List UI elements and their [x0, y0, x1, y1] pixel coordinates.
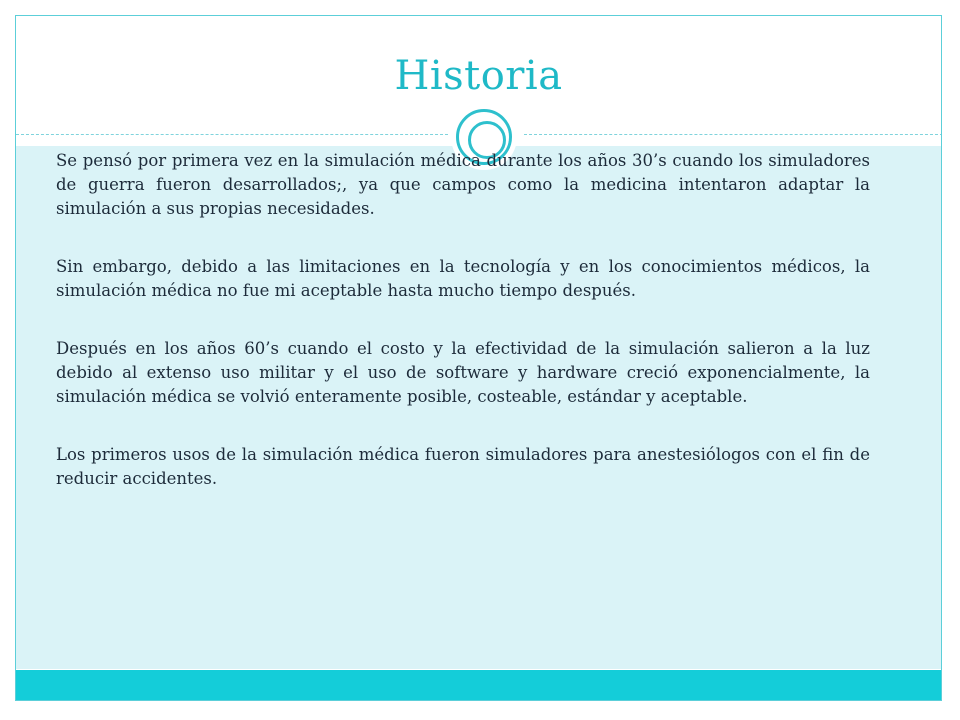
paragraph-3: Después en los años 60’s cuando el costo y la efectividad de la simulación salieron a la luz debido al extenso uso militar y el uso de software y hardware creció exponencialmente, la simulación médica se volvió enteramente posible, costeable, estándar y aceptable.: [56, 339, 870, 406]
paragraph-2: Sin embargo, debido a las limitaciones en la tecnología y en los conocimientos médicos, la simulación médica no fue mi aceptable hasta mucho tiempo después.: [56, 257, 870, 300]
title-divider-right: [524, 134, 942, 135]
bottom-accent-bar: [16, 670, 941, 701]
title-divider-left: [16, 134, 448, 135]
slide-title: Historia: [394, 53, 563, 99]
paragraph-4: Los primeros usos de la simulación médica fueron simuladores para anestesiólogos con el fin de reducir accidentes.: [56, 445, 870, 488]
paragraph-1: Se pensó por primera vez en la simulación médica durante los años 30’s cuando los simuladores de guerra fueron desarrollados;, ya que campos como la medicina intentaron adaptar la simulación a sus propias necesidades.: [56, 151, 870, 218]
slide-body: [56, 149, 870, 525]
